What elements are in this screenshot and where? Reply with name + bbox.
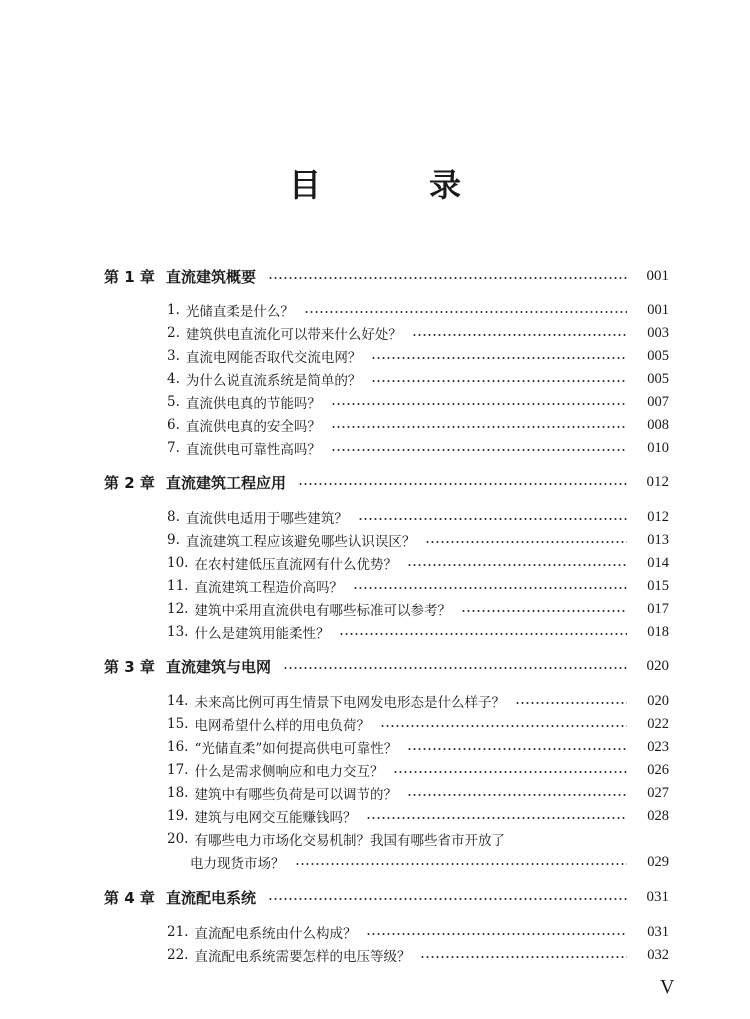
entry-number: 12.	[167, 601, 189, 617]
page-number: 020	[647, 692, 669, 709]
dot-leader	[298, 483, 627, 485]
dot-leader	[268, 898, 627, 900]
entry-title: 未来高比例可再生情景下电网发电形态是什么样子？	[194, 695, 505, 711]
entry-number: 5.	[167, 394, 180, 410]
toc-entry[interactable]	[167, 437, 669, 459]
entry-number: 22.	[167, 947, 189, 963]
dot-leader	[295, 863, 628, 865]
toc-entry[interactable]	[167, 621, 669, 643]
entry-title: 建筑中有哪些负荷是可以调节的？	[194, 787, 397, 803]
entry-number: 17.	[167, 762, 189, 778]
page-number: 022	[647, 715, 669, 732]
dot-leader	[366, 817, 627, 819]
chapter-heading[interactable]	[104, 265, 669, 287]
entry-number: 1.	[167, 302, 180, 318]
page-number: 014	[647, 554, 669, 571]
toc-entry[interactable]	[167, 690, 669, 712]
dot-leader	[380, 725, 627, 727]
dot-leader	[407, 748, 627, 750]
entry-title: 什么是建筑用能柔性？	[194, 626, 330, 642]
entry-title: 直流配电系统需要怎样的电压等级？	[194, 949, 411, 965]
toc-entry[interactable]	[167, 828, 669, 850]
entry-title: 直流供电适用于哪些建筑？	[185, 511, 348, 527]
dot-leader	[283, 667, 627, 669]
page-number: 018	[647, 623, 669, 640]
entry-title: 为什么说直流系统是简单的？	[185, 373, 362, 389]
dot-leader	[420, 956, 627, 958]
entry-number: 13.	[167, 624, 189, 640]
page-number: 017	[647, 600, 669, 617]
entry-number: 21.	[167, 924, 189, 940]
entry-number: 9.	[167, 532, 180, 548]
entry-number: 8.	[167, 509, 180, 525]
entry-number: 19.	[167, 808, 189, 824]
toc-entry[interactable]	[167, 414, 669, 436]
dot-leader	[371, 380, 627, 382]
dot-leader	[393, 771, 627, 773]
page-number: 026	[647, 761, 669, 778]
page-number: 012	[647, 508, 669, 525]
toc-entry-continuation[interactable]	[190, 851, 669, 873]
entry-title: 建筑中采用直流供电有哪些标准可以参考？	[194, 603, 451, 619]
chapter-heading[interactable]	[104, 471, 669, 493]
chapter-number: 第 3 章	[104, 657, 155, 676]
toc-entry[interactable]	[167, 529, 669, 551]
dot-leader	[407, 564, 627, 566]
chapter-title: 直流配电系统	[166, 888, 257, 907]
entry-title: 建筑与电网交互能赚钱吗？	[194, 810, 357, 826]
page-number: 015	[647, 577, 669, 594]
entry-number: 18.	[167, 785, 189, 801]
page-number: 001	[647, 301, 669, 318]
page-number: 031	[647, 923, 669, 940]
chapter-title: 直流建筑工程应用	[166, 473, 287, 492]
toc-entry[interactable]	[167, 759, 669, 781]
toc-entry[interactable]	[167, 921, 669, 943]
toc-entry[interactable]	[167, 782, 669, 804]
entry-title: 直流供电可靠性高吗？	[185, 442, 321, 458]
toc-entry[interactable]	[167, 713, 669, 735]
toc-entry[interactable]	[167, 345, 669, 367]
entry-title: 直流供电真的安全吗？	[185, 419, 321, 435]
dot-leader	[331, 403, 627, 405]
page-number: 020	[646, 657, 669, 674]
dot-leader	[331, 426, 627, 428]
dot-leader	[412, 334, 627, 336]
entry-title: 电网希望什么样的用电负荷？	[194, 718, 370, 734]
entry-number: 15.	[167, 716, 189, 732]
entry-title: 在农村建低压直流网有什么优势？	[194, 557, 397, 573]
page-number: 001	[646, 267, 669, 284]
entry-number: 3.	[167, 348, 180, 364]
page-number: 013	[647, 531, 669, 548]
entry-title: 直流建筑工程造价高吗？	[194, 580, 343, 596]
page-number: 008	[647, 416, 669, 433]
entry-number: 6.	[167, 417, 180, 433]
entry-title: 有哪些电力市场化交易机制？我国有哪些省市开放了	[194, 833, 505, 849]
entry-title: 直流配电系统由什么构成？	[194, 926, 357, 942]
entry-number: 7.	[167, 440, 180, 456]
page-number: 023	[647, 738, 669, 755]
toc-entry[interactable]	[167, 805, 669, 827]
dot-leader	[331, 449, 627, 451]
toc-entry[interactable]	[167, 368, 669, 390]
page-number: 027	[647, 784, 669, 801]
page-number: 003	[647, 324, 669, 341]
toc-entry[interactable]	[167, 575, 669, 597]
page-number: 010	[647, 439, 669, 456]
page-number: 005	[647, 347, 669, 364]
dot-leader	[425, 541, 627, 543]
entry-number: 2.	[167, 325, 180, 341]
dot-leader	[515, 702, 627, 704]
dot-leader	[353, 587, 627, 589]
entry-number: 11.	[167, 578, 189, 594]
toc-entry[interactable]	[167, 506, 669, 528]
page-number: 029	[647, 853, 669, 870]
toc-entry[interactable]	[167, 598, 669, 620]
page-title: 目 录	[288, 166, 499, 204]
page-number: 031	[646, 888, 669, 905]
entry-number: 4.	[167, 371, 180, 387]
chapter-title: 直流建筑与电网	[166, 657, 272, 676]
dot-leader	[268, 277, 627, 279]
entry-title-continuation: 电力现货市场？	[190, 856, 285, 872]
dot-leader	[339, 633, 627, 635]
entry-number: 16.	[167, 739, 189, 755]
entry-number: 14.	[167, 693, 189, 709]
entry-number: 20.	[167, 831, 189, 847]
chapter-number: 第 2 章	[104, 473, 155, 492]
toc-entry[interactable]	[167, 391, 669, 413]
folio-page-number: V	[660, 976, 675, 998]
page-number: 032	[647, 946, 669, 963]
toc-entry[interactable]	[167, 299, 669, 321]
toc-entry[interactable]	[167, 322, 669, 344]
entry-number: 10.	[167, 555, 189, 571]
toc-entry[interactable]	[167, 736, 669, 758]
entry-title: 直流供电真的节能吗？	[185, 396, 321, 412]
dot-leader	[407, 794, 627, 796]
entry-title: 直流建筑工程应该避免哪些认识误区？	[185, 534, 416, 550]
entry-title: 建筑供电直流化可以带来什么好处？	[185, 327, 402, 343]
dot-leader	[366, 933, 627, 935]
entry-title: 直流电网能否取代交流电网？	[185, 350, 362, 366]
entry-title: 什么是需求侧响应和电力交互？	[194, 764, 384, 780]
dot-leader	[371, 357, 627, 359]
dot-leader	[304, 311, 627, 313]
page-number: 012	[646, 473, 669, 490]
toc-entry[interactable]	[167, 552, 669, 574]
entry-title: “光储直柔”如何提高供电可靠性？	[194, 741, 398, 757]
dot-leader	[358, 518, 627, 520]
chapter-heading[interactable]	[104, 886, 669, 908]
entry-title: 光储直柔是什么？	[185, 304, 294, 320]
chapter-title: 直流建筑概要	[166, 267, 257, 286]
dot-leader	[461, 610, 627, 612]
toc-entry[interactable]	[167, 944, 669, 966]
page-number: 028	[647, 807, 669, 824]
chapter-heading[interactable]	[104, 655, 669, 677]
page-number: 007	[647, 393, 669, 410]
page-number: 005	[647, 370, 669, 387]
chapter-number: 第 1 章	[104, 267, 155, 286]
chapter-number: 第 4 章	[104, 888, 155, 907]
